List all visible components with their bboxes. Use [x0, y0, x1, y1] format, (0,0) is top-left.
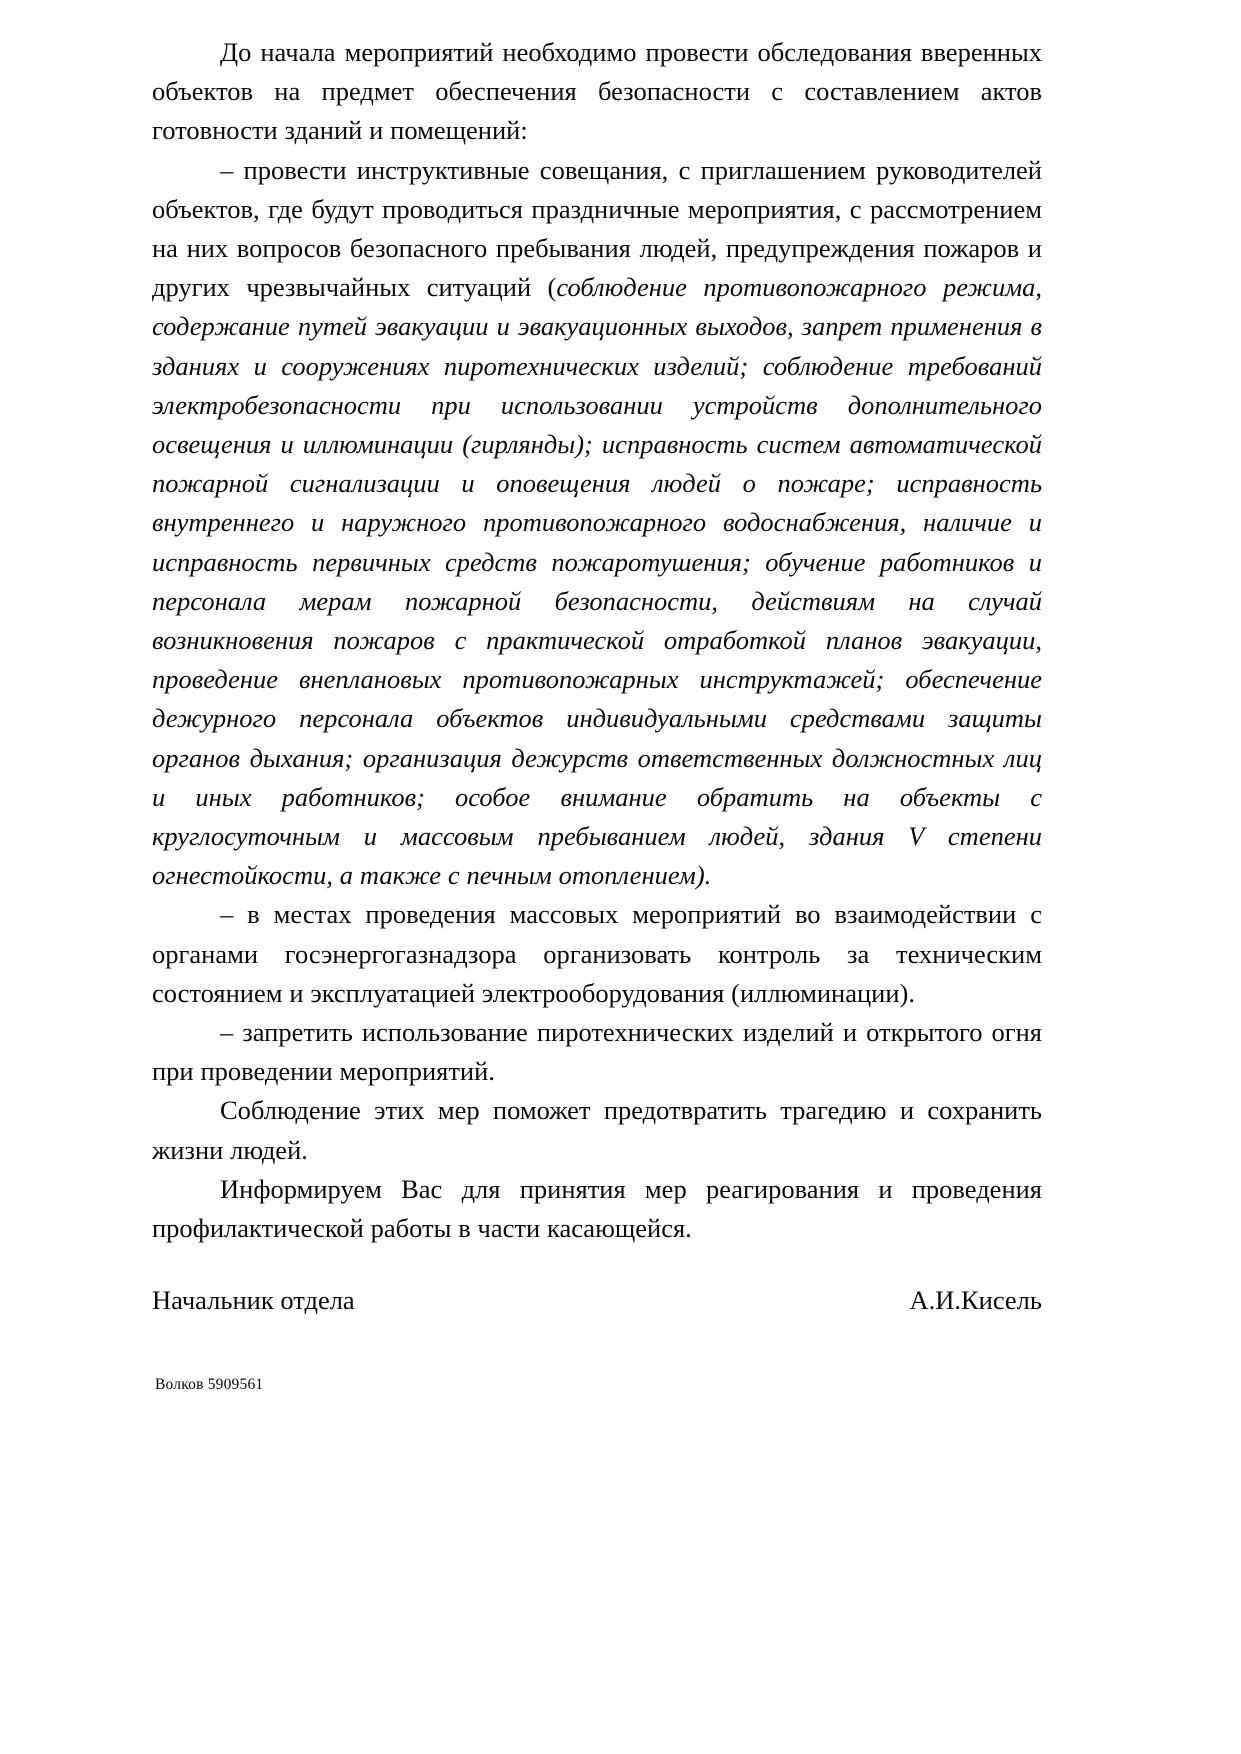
- paragraph-italic-clause: соблюдение противопожарного режима, содержание путей эвакуации и эвакуационных выходов, запрет применения в зданиях и сооружениях пиротехнических изделий; соблюдение требований электробезопасности при использовании устройств дополнительного освещения и иллюминации (гирлянды); исправность систем автоматической пожарной сигнализации и оповещения людей о пожаре; исправность внутреннего и наружного противопожарного водоснабжения, наличие и исправность первичных средств пожаротушения; обучение работников и персонала мерам пожарной безопасности, действиям на случай возникновения пожаров с практической отработкой планов эвакуации, проведение внеплановых противопожарных инструктажей; обеспечение дежурного персонала объектов индивидуальными средствами защиты органов дыхания; организация дежурств ответственных должностных лиц и иных работников; особое внимание обратить на объекты с круглосуточным и массовым пребыванием людей, здания V степени огнестойкости, а также с печным отоплением: [152, 272, 1042, 891]
- signature-block: [152, 1283, 1042, 1317]
- paragraph-compliance: Соблюдение этих мер поможет предотвратить трагедию и сохранить жизни людей.: [152, 1095, 1042, 1165]
- paragraph-intro: До начала мероприятий необходимо провести обследования вверенных объектов на предмет обеспечения безопасности с составлением актов готовности зданий и помещений:: [152, 37, 1042, 146]
- paragraph-informing: Информируем Вас для принятия мер реагирования и проведения профилактической работы в части касающейся.: [152, 1173, 1042, 1244]
- paragraph-tail-text: ).: [695, 860, 712, 891]
- paragraph-lead-text: – провести инструктивные совещания, с приглашением руководителей объектов, где будут проводиться праздничные мероприятия, с рассмотрением на них вопросов безопасного пребывания людей, предупреждения пожаров и других чрезвычайных ситуаций (: [152, 154, 1042, 303]
- document-body: [152, 33, 1042, 1248]
- executor-note: Волков 5909561: [155, 1376, 264, 1393]
- signatory-name: А.И.Кисель: [909, 1285, 1042, 1315]
- paragraph-energy-supervision: – в местах проведения массовых мероприятий во взаимодействии с органами госэнергогазнадзора организовать контроль за техническим состоянием и эксплуатацией электрооборудования (иллюминации).: [152, 899, 1042, 1008]
- signatory-position: Начальник отдела: [152, 1285, 355, 1315]
- paragraph-instructive-meetings: [152, 151, 1042, 896]
- paragraph-pyrotechnics-ban: – запретить использование пиротехнических изделий и открытого огня при проведении мероприятий.: [152, 1017, 1042, 1087]
